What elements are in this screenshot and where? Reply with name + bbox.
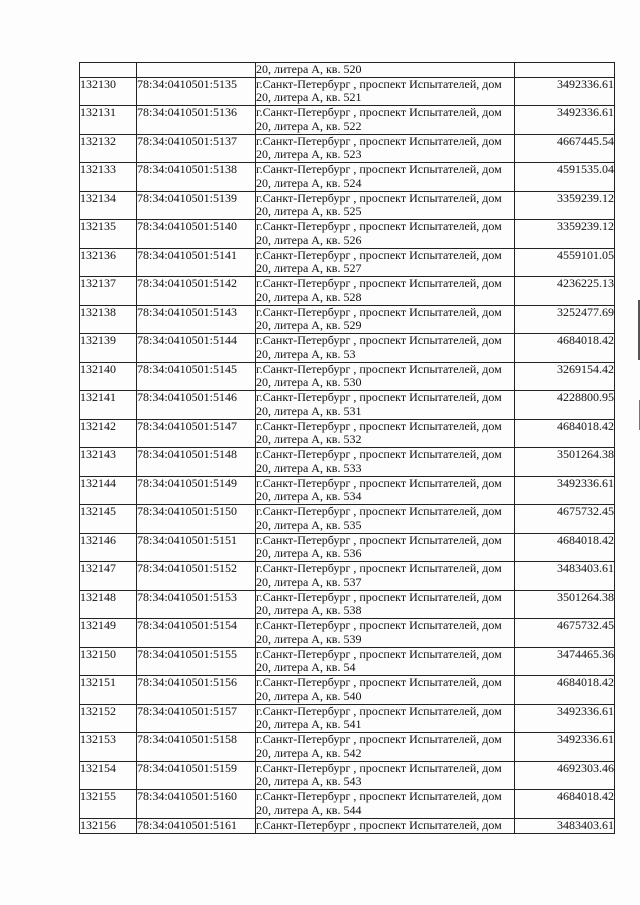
row-number: 132152 (80, 704, 116, 718)
cadastral-number: 78:34:0410501:5147 (137, 419, 238, 433)
cadastral-value: 4675732.45 (557, 618, 614, 632)
row-number-cell (80, 191, 137, 220)
address-line-1: г.Санкт-Петербург , проспект Испытателей, дом (256, 561, 502, 575)
address-line-2: 20, литера А, кв. 532 (256, 432, 362, 446)
table-row (80, 134, 615, 163)
cadastral-number: 78:34:0410501:5137 (137, 134, 238, 148)
address-cell (256, 191, 515, 220)
address-line-2: 20, литера А, кв. 520 (256, 62, 362, 76)
cadastral-value: 3252477.69 (557, 305, 614, 319)
cadastral-number: 78:34:0410501:5159 (137, 761, 238, 775)
cadastral-number: 78:34:0410501:5141 (137, 248, 238, 262)
address-cell (256, 647, 515, 676)
address-line-1: г.Санкт-Петербург , проспект Испытателей, дом (256, 390, 502, 404)
value-cell (515, 619, 615, 648)
cadastral-number: 78:34:0410501:5153 (137, 590, 238, 604)
row-number-cell (80, 647, 137, 676)
cadastral-number-cell (137, 77, 256, 106)
row-number: 132151 (80, 675, 116, 689)
value-cell (515, 505, 615, 534)
address-line-2: 20, литера А, кв. 527 (256, 261, 362, 275)
row-number-cell (80, 77, 137, 106)
cadastral-number: 78:34:0410501:5161 (137, 818, 238, 832)
row-number: 132133 (80, 162, 116, 176)
row-number: 132131 (80, 105, 116, 119)
address-line-2: 20, литера А, кв. 529 (256, 318, 362, 332)
cadastral-number-cell (137, 391, 256, 420)
value-cell (515, 220, 615, 249)
address-cell (256, 305, 515, 334)
value-cell (515, 191, 615, 220)
address-cell (256, 676, 515, 705)
address-cell (256, 163, 515, 192)
address-line-1: г.Санкт-Петербург , проспект Испытателей, дом (256, 162, 502, 176)
table-row (80, 476, 615, 505)
cadastral-value: 4591535.04 (557, 162, 614, 176)
cadastral-number: 78:34:0410501:5143 (137, 305, 238, 319)
address-cell (256, 106, 515, 135)
cadastral-number-cell (137, 191, 256, 220)
value-cell (515, 77, 615, 106)
row-number-cell (80, 476, 137, 505)
address-cell (256, 134, 515, 163)
address-line-2: 20, литера А, кв. 530 (256, 375, 362, 389)
cadastral-number: 78:34:0410501:5136 (137, 105, 238, 119)
row-number: 132141 (80, 390, 116, 404)
row-number-cell (80, 533, 137, 562)
cadastral-number: 78:34:0410501:5145 (137, 362, 238, 376)
row-number-cell (80, 818, 137, 833)
cadastral-value: 4675732.45 (557, 504, 614, 518)
cadastral-value: 3492336.61 (557, 77, 614, 91)
cadastral-value: 4684018.42 (557, 333, 614, 347)
address-line-1: г.Санкт-Петербург , проспект Испытателей, дом (256, 219, 502, 233)
address-line-1: г.Санкт-Петербург , проспект Испытателей, дом (256, 191, 502, 205)
value-cell (515, 163, 615, 192)
cadastral-number-cell (137, 761, 256, 790)
table-row (80, 391, 615, 420)
address-line-1: г.Санкт-Петербург , проспект Испытателей, дом (256, 675, 502, 689)
address-line-1: г.Санкт-Петербург , проспект Испытателей, дом (256, 105, 502, 119)
row-number: 132130 (80, 77, 116, 91)
cadastral-value: 3359239.12 (557, 219, 614, 233)
address-line-1: г.Санкт-Петербург , проспект Испытателей, дом (256, 305, 502, 319)
address-line-1: г.Санкт-Петербург , проспект Испытателей, дом (256, 761, 502, 775)
cadastral-value: 3474465.36 (557, 647, 614, 661)
address-cell (256, 818, 515, 833)
address-line-1: г.Санкт-Петербург , проспект Испытателей, дом (256, 533, 502, 547)
table-row (80, 647, 615, 676)
address-line-2: 20, литера А, кв. 542 (256, 745, 362, 760)
address-cell (256, 590, 515, 619)
cadastral-value: 3501264.38 (557, 590, 614, 604)
cadastral-number: 78:34:0410501:5139 (137, 191, 238, 205)
address-cell (256, 505, 515, 534)
address-line-1: г.Санкт-Петербург , проспект Испытателей, дом (256, 447, 502, 461)
cadastral-number: 78:34:0410501:5149 (137, 476, 238, 490)
value-cell (515, 63, 615, 78)
cadastral-number: 78:34:0410501:5156 (137, 675, 238, 689)
value-cell (515, 790, 615, 819)
row-number-cell (80, 163, 137, 192)
row-number: 132136 (80, 248, 116, 262)
value-cell (515, 676, 615, 705)
cadastral-value: 4692303.46 (557, 761, 614, 775)
table-row (80, 790, 615, 819)
value-cell (515, 733, 615, 762)
table-row (80, 505, 615, 534)
address-cell (256, 77, 515, 106)
cadastral-number-cell (137, 562, 256, 591)
address-line-2: 20, литера А, кв. 521 (256, 90, 362, 104)
table-row (80, 704, 615, 733)
cadastral-number-cell (137, 134, 256, 163)
address-line-2: 20, литера А, кв. 526 (256, 232, 362, 247)
cadastral-number: 78:34:0410501:5150 (137, 504, 238, 518)
row-number: 132135 (80, 219, 116, 233)
address-line-2: 20, литера А, кв. 522 (256, 118, 362, 133)
row-number-cell (80, 619, 137, 648)
address-line-2: 20, литера А, кв. 535 (256, 517, 362, 532)
table-row (80, 818, 615, 833)
address-cell (256, 248, 515, 277)
row-number: 132145 (80, 504, 116, 518)
value-cell (515, 448, 615, 477)
cadastral-number-cell (137, 106, 256, 135)
address-cell (256, 334, 515, 363)
cadastral-number: 78:34:0410501:5142 (137, 276, 238, 290)
cadastral-number-cell (137, 448, 256, 477)
table-row (80, 305, 615, 334)
table-row (80, 77, 615, 106)
row-number: 132142 (80, 419, 116, 433)
address-line-2: 20, литера А, кв. 525 (256, 204, 362, 218)
address-cell (256, 733, 515, 762)
cadastral-number-cell (137, 533, 256, 562)
address-line-2: 20, литера А, кв. 54 (256, 660, 356, 674)
row-number-cell (80, 676, 137, 705)
table-row (80, 191, 615, 220)
row-number-cell (80, 448, 137, 477)
address-line-1: г.Санкт-Петербург , проспект Испытателей, дом (256, 618, 502, 632)
address-line-1: г.Санкт-Петербург , проспект Испытателей, дом (256, 362, 502, 376)
address-line-1: г.Санкт-Петербург , проспект Испытателей, дом (256, 590, 502, 604)
cadastral-number: 78:34:0410501:5160 (137, 789, 238, 803)
table-row (80, 277, 615, 306)
row-number-cell (80, 505, 137, 534)
cadastral-value: 3359239.12 (557, 191, 614, 205)
row-number-cell (80, 590, 137, 619)
cadastral-value: 3492336.61 (557, 105, 614, 119)
address-line-1: г.Санкт-Петербург , проспект Испытателей, дом (256, 789, 502, 803)
cadastral-value: 3501264.38 (557, 447, 614, 461)
row-number: 132150 (80, 647, 116, 661)
value-cell (515, 761, 615, 790)
table-row (80, 106, 615, 135)
cadastral-number: 78:34:0410501:5157 (137, 704, 238, 718)
table-row (80, 590, 615, 619)
value-cell (515, 248, 615, 277)
address-line-1: г.Санкт-Петербург , проспект Испытателей, дом (256, 647, 502, 661)
value-cell (515, 334, 615, 363)
table-row (80, 533, 615, 562)
row-number-cell (80, 63, 137, 78)
value-cell (515, 362, 615, 391)
address-line-2: 20, литера А, кв. 524 (256, 175, 362, 190)
cadastral-number: 78:34:0410501:5146 (137, 390, 238, 404)
address-line-2: 20, литера А, кв. 528 (256, 289, 362, 304)
address-line-2: 20, литера А, кв. 53 (256, 346, 356, 361)
cadastral-value: 4684018.42 (557, 789, 614, 803)
cadastral-number: 78:34:0410501:5138 (137, 162, 238, 176)
cadastral-value: 4684018.42 (557, 419, 614, 433)
address-line-1: г.Санкт-Петербург , проспект Испытателей, дом (256, 77, 502, 91)
property-table-body (80, 63, 615, 834)
address-line-2: 20, литера А, кв. 541 (256, 717, 362, 731)
cadastral-value: 3269154.42 (557, 362, 614, 376)
value-cell (515, 704, 615, 733)
address-cell (256, 419, 515, 448)
value-cell (515, 590, 615, 619)
row-number-cell (80, 704, 137, 733)
cadastral-value: 3492336.61 (557, 732, 614, 746)
address-cell (256, 476, 515, 505)
address-line-1: г.Санкт-Петербург , проспект Испытателей, дом (256, 704, 502, 718)
row-number: 132153 (80, 732, 116, 746)
value-cell (515, 533, 615, 562)
row-number-cell (80, 419, 137, 448)
address-line-2: 20, литера А, кв. 538 (256, 603, 362, 617)
cadastral-number-cell (137, 163, 256, 192)
address-line-2: 20, литера А, кв. 543 (256, 774, 362, 788)
address-line-1: г.Санкт-Петербург , проспект Испытателей, дом (256, 419, 502, 433)
address-cell (256, 448, 515, 477)
row-number: 132139 (80, 333, 116, 347)
address-line-2: 20, литера А, кв. 536 (256, 546, 362, 560)
value-cell (515, 134, 615, 163)
row-number-cell (80, 106, 137, 135)
row-number: 132143 (80, 447, 116, 461)
cadastral-value: 4684018.42 (557, 675, 614, 689)
address-line-2: 20, литера А, кв. 537 (256, 574, 362, 589)
cadastral-value: 4228800.95 (557, 390, 614, 404)
cadastral-number-cell (137, 277, 256, 306)
table-row (80, 220, 615, 249)
value-cell (515, 562, 615, 591)
value-cell (515, 391, 615, 420)
value-cell (515, 106, 615, 135)
row-number-cell (80, 761, 137, 790)
table-row (80, 676, 615, 705)
cadastral-number-cell (137, 590, 256, 619)
address-line-1: г.Санкт-Петербург , проспект Испытателей, дом (256, 276, 502, 290)
cadastral-number: 78:34:0410501:5154 (137, 618, 238, 632)
address-line-2: 20, литера А, кв. 539 (256, 631, 362, 646)
address-cell (256, 562, 515, 591)
address-line-1: г.Санкт-Петербург , проспект Испытателей, дом (256, 732, 502, 746)
row-number: 132155 (80, 789, 116, 803)
value-cell (515, 818, 615, 833)
address-line-2: 20, литера А, кв. 523 (256, 147, 362, 161)
value-cell (515, 305, 615, 334)
cadastral-value: 4667445.54 (557, 134, 614, 148)
cadastral-number: 78:34:0410501:5144 (137, 333, 238, 347)
row-number-cell (80, 220, 137, 249)
table-row (80, 334, 615, 363)
cadastral-number-cell (137, 505, 256, 534)
table-row (80, 163, 615, 192)
address-line-2: 20, литера А, кв. 544 (256, 802, 362, 817)
cadastral-number-cell (137, 220, 256, 249)
cadastral-number-cell (137, 619, 256, 648)
row-number: 132146 (80, 533, 116, 547)
address-cell (256, 220, 515, 249)
address-line-1: г.Санкт-Петербург , проспект Испытателей, дом (256, 333, 502, 347)
cadastral-number-cell (137, 818, 256, 833)
cadastral-number-cell (137, 790, 256, 819)
cadastral-number-cell (137, 305, 256, 334)
value-cell (515, 419, 615, 448)
cadastral-number-cell (137, 419, 256, 448)
address-cell (256, 63, 515, 78)
cadastral-number-cell (137, 63, 256, 78)
table-row (80, 562, 615, 591)
row-number: 132154 (80, 761, 116, 775)
cadastral-number: 78:34:0410501:5152 (137, 561, 238, 575)
cadastral-number: 78:34:0410501:5158 (137, 732, 238, 746)
address-line-1: г.Санкт-Петербург , проспект Испытателей, дом (256, 504, 502, 518)
cadastral-number: 78:34:0410501:5151 (137, 533, 238, 547)
row-number-cell (80, 562, 137, 591)
cadastral-number-cell (137, 704, 256, 733)
value-cell (515, 476, 615, 505)
cadastral-number-cell (137, 647, 256, 676)
address-cell (256, 362, 515, 391)
table-row (80, 448, 615, 477)
row-number: 132140 (80, 362, 116, 376)
cadastral-number: 78:34:0410501:5148 (137, 447, 238, 461)
address-line-2: 20, литера А, кв. 531 (256, 403, 362, 418)
row-number-cell (80, 248, 137, 277)
cadastral-value: 3483403.61 (557, 561, 614, 575)
row-number-cell (80, 305, 137, 334)
cadastral-number-cell (137, 676, 256, 705)
address-cell (256, 277, 515, 306)
address-line-1: г.Санкт-Петербург , проспект Испытателей, дом (256, 476, 502, 490)
row-number: 132138 (80, 305, 116, 319)
row-number: 132149 (80, 618, 116, 632)
cadastral-value: 4236225.13 (557, 276, 614, 290)
row-number: 132134 (80, 191, 116, 205)
row-number-cell (80, 134, 137, 163)
row-number: 132144 (80, 476, 116, 490)
cadastral-value: 3492336.61 (557, 476, 614, 490)
address-line-2: 20, литера А, кв. 533 (256, 460, 362, 475)
table-row (80, 761, 615, 790)
address-cell (256, 533, 515, 562)
cadastral-value: 4559101.05 (557, 248, 614, 262)
address-cell (256, 761, 515, 790)
cadastral-number: 78:34:0410501:5155 (137, 647, 238, 661)
row-number: 132147 (80, 561, 116, 575)
address-cell (256, 704, 515, 733)
cadastral-number-cell (137, 334, 256, 363)
row-number-cell (80, 277, 137, 306)
cadastral-number-cell (137, 733, 256, 762)
value-cell (515, 277, 615, 306)
address-line-2: 20, литера А, кв. 540 (256, 688, 362, 703)
table-row (80, 419, 615, 448)
row-number-cell (80, 733, 137, 762)
table-row (80, 248, 615, 277)
address-line-1: г.Санкт-Петербург , проспект Испытателей, дом (256, 248, 502, 262)
address-line-1: г.Санкт-Петербург , проспект Испытателей, дом (256, 134, 502, 148)
address-line-2: 20, литера А, кв. 534 (256, 489, 362, 503)
cadastral-value: 3483403.61 (557, 818, 614, 832)
row-number: 132137 (80, 276, 116, 290)
cadastral-number-cell (137, 362, 256, 391)
table-row (80, 362, 615, 391)
value-cell (515, 647, 615, 676)
row-number: 132132 (80, 134, 116, 148)
cadastral-number: 78:34:0410501:5140 (137, 219, 238, 233)
row-number: 132156 (80, 818, 116, 832)
table-row (80, 619, 615, 648)
cadastral-number-cell (137, 248, 256, 277)
address-cell (256, 391, 515, 420)
table-row (80, 733, 615, 762)
cadastral-value: 3492336.61 (557, 704, 614, 718)
row-number: 132148 (80, 590, 116, 604)
cadastral-value: 4684018.42 (557, 533, 614, 547)
row-number-cell (80, 362, 137, 391)
address-cell (256, 619, 515, 648)
address-cell (256, 790, 515, 819)
cadastral-number: 78:34:0410501:5135 (137, 77, 238, 91)
cadastral-number-cell (137, 476, 256, 505)
property-table (79, 62, 615, 834)
row-number-cell (80, 790, 137, 819)
address-line-1: г.Санкт-Петербург , проспект Испытателей, дом (256, 818, 502, 832)
row-number-cell (80, 334, 137, 363)
row-number-cell (80, 391, 137, 420)
table-row-continued (80, 63, 615, 78)
